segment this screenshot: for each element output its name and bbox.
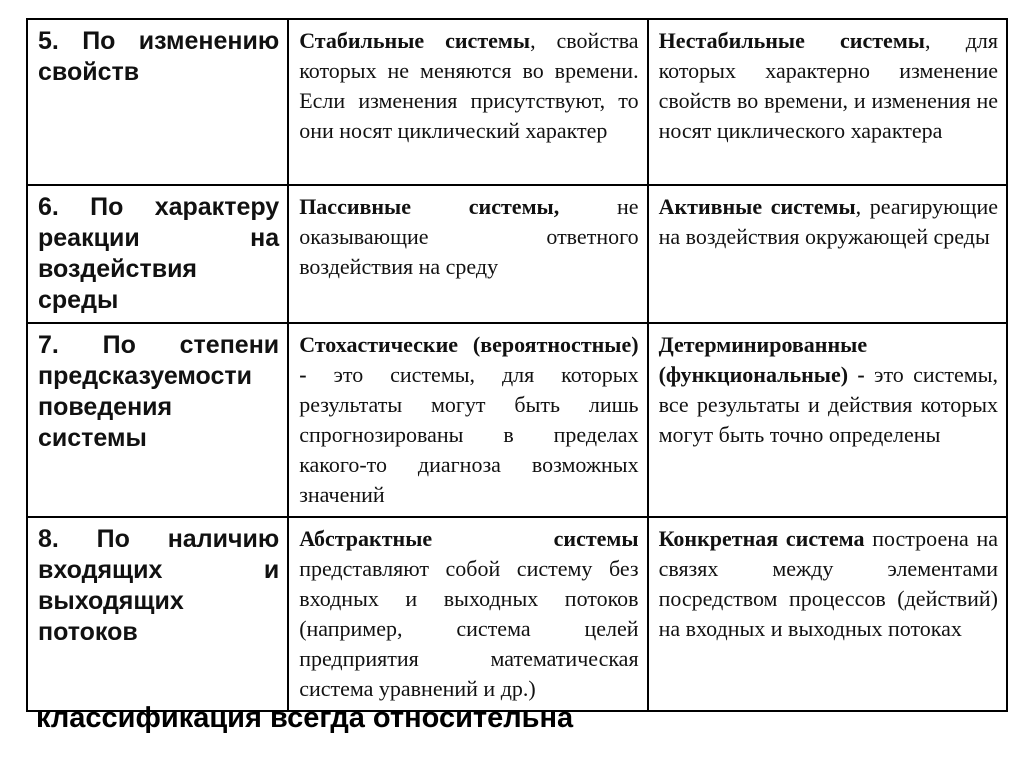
system-description: , для которых характерно изменение свойств во времени, и изменения не носят циклического характера bbox=[658, 28, 998, 143]
system-description: это системы, все результаты и действия которых могут быть точно определены bbox=[658, 362, 998, 447]
system-term: Конкретная система bbox=[658, 526, 865, 551]
criterion-cell: 6. По характеру реакции на воздействия среды bbox=[27, 185, 288, 323]
system-description: представляют собой систему без входных и выходных потоков (например, система целей предприятия математическая система уравнений и др.) bbox=[299, 556, 639, 701]
system-term: Нестабильные системы bbox=[658, 28, 925, 53]
system-type-a-cell bbox=[288, 517, 647, 711]
system-description: построена на связях между элементами посредством процессов (действий) на входных и выходных потоках bbox=[658, 526, 998, 641]
table-row bbox=[27, 517, 1007, 711]
table-row bbox=[27, 185, 1007, 323]
criterion-cell: 8. По наличию входящих и выходящих потоков bbox=[27, 517, 288, 711]
system-term: Пассивные системы, bbox=[299, 194, 560, 219]
criterion-cell: 7. По степени предсказуемости поведения системы bbox=[27, 323, 288, 517]
system-term: Активные системы bbox=[658, 194, 856, 219]
system-type-a-cell bbox=[288, 185, 647, 323]
system-type-a-cell bbox=[288, 19, 647, 185]
system-description: , реагирующие на воздействия окружающей среды bbox=[658, 194, 998, 249]
system-term: Стохастические (вероятностные) - bbox=[299, 332, 639, 387]
system-description: , свойства которых не меняются во времени. Если изменения присутствуют, то они носят циклический характер bbox=[299, 28, 639, 143]
system-type-b-cell bbox=[648, 517, 1007, 711]
system-type-a-cell bbox=[288, 323, 647, 517]
criterion-cell: 5. По изменению свойств bbox=[27, 19, 288, 185]
system-term: Абстрактные системы bbox=[299, 526, 639, 551]
system-term: Детерминированные (функциональные) - bbox=[658, 332, 868, 387]
classification-table bbox=[26, 18, 1008, 712]
system-description: не оказывающие ответного воздействия на среду bbox=[299, 194, 639, 279]
table-row bbox=[27, 323, 1007, 517]
system-type-b-cell bbox=[648, 323, 1007, 517]
system-description: это системы, для которых результаты могут быть лишь спрогнозированы в пределах какого-то диагноза возможных значений bbox=[299, 362, 639, 507]
system-term: Стабильные системы bbox=[299, 28, 531, 53]
table-row bbox=[27, 19, 1007, 185]
footer-note: классификация всегда относительна bbox=[36, 702, 574, 734]
system-type-b-cell bbox=[648, 19, 1007, 185]
system-type-b-cell bbox=[648, 185, 1007, 323]
